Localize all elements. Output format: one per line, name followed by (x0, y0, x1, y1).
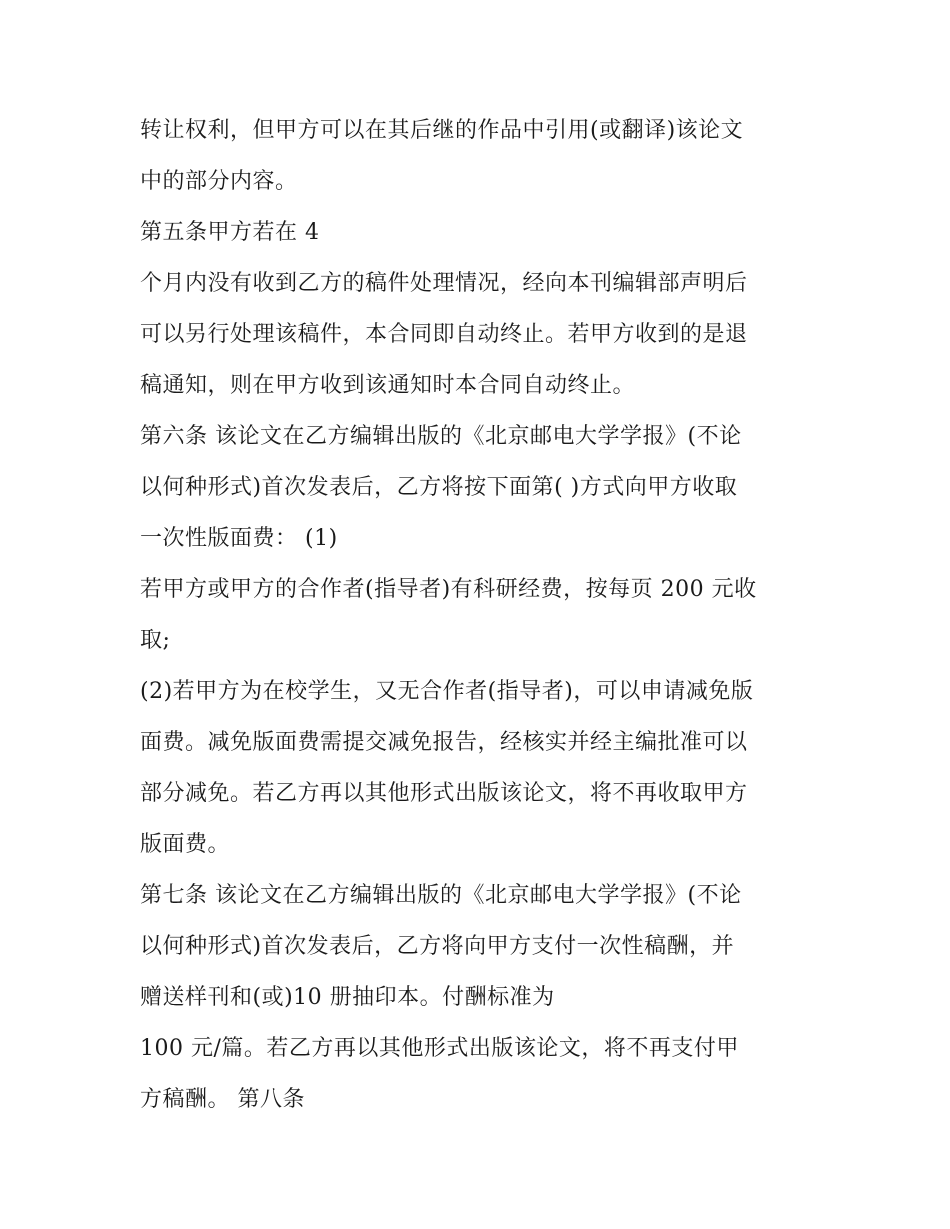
text-line: 可以另行处理该稿件，本合同即自动终止。若甲方收到的是退 (140, 322, 748, 347)
text-line: (2)若甲方为在校学生，又无合作者(指导者)，可以申请减免版 (140, 679, 754, 704)
text-line: 部分减免。若乙方再以其他形式出版该论文，将不再收取甲方 (140, 781, 748, 806)
text-line: 一次性版面费： (1) (140, 526, 338, 551)
text-line: 面费。减免版面费需提交减免报告，经核实并经主编批准可以 (140, 730, 748, 755)
text-line: 版面费。 (140, 832, 231, 857)
text-line: 中的部分内容。 (140, 169, 298, 194)
text-line: 以何种形式)首次发表后，乙方将按下面第( )方式向甲方收取 (140, 475, 738, 500)
text-line: 以何种形式)首次发表后，乙方将向甲方支付一次性稿酬，并 (140, 934, 735, 959)
text-line: 100 元/篇。若乙方再以其他形式出版该论文，将不再支付甲 (140, 1036, 739, 1061)
text-line: 转让权利，但甲方可以在其后继的作品中引用(或翻译)该论文 (140, 118, 744, 143)
text-line: 第五条甲方若在 4 (140, 220, 320, 245)
text-line: 若甲方或甲方的合作者(指导者)有科研经费，按每页 200 元收 (140, 577, 757, 602)
text-line: 个月内没有收到乙方的稿件处理情况，经向本刊编辑部声明后 (140, 271, 748, 296)
text-line: 第七条 该论文在乙方编辑出版的《北京邮电大学学报》(不论 (140, 883, 742, 908)
text-line: 稿通知，则在甲方收到该通知时本合同自动终止。 (140, 373, 636, 398)
text-line: 方稿酬。 第八条 (140, 1087, 305, 1112)
text-line: 取; (140, 628, 171, 653)
text-line: 第六条 该论文在乙方编辑出版的《北京邮电大学学报》(不论 (140, 424, 742, 449)
document-body (140, 105, 830, 1125)
text-line: 赠送样刊和(或)10 册抽印本。付酬标准为 (140, 985, 555, 1010)
